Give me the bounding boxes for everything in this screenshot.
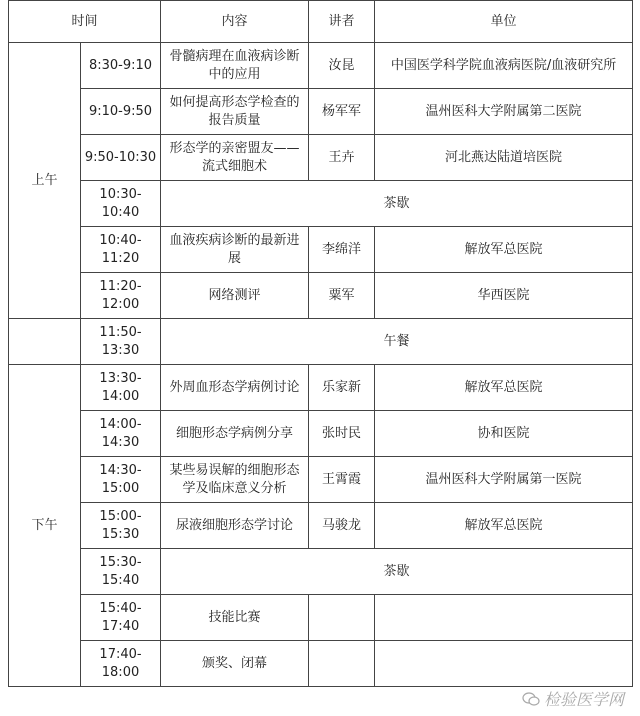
speaker-cell: 粟军 <box>309 273 375 319</box>
topic-cell: 外周血形态学病例讨论 <box>161 365 309 411</box>
watermark <box>522 687 624 710</box>
topic-cell: 形态学的亲密盟友——流式细胞术 <box>161 135 309 181</box>
speaker-cell: 李绵洋 <box>309 227 375 273</box>
header-unit: 单位 <box>375 1 633 43</box>
header-row <box>9 1 633 43</box>
topic-cell: 颁奖、闭幕 <box>161 641 309 687</box>
unit-cell: 解放军总医院 <box>375 503 633 549</box>
table-row <box>9 227 633 273</box>
lunch-cell: 午餐 <box>161 319 633 365</box>
topic-cell: 尿液细胞形态学讨论 <box>161 503 309 549</box>
time-cell: 11:50-13:30 <box>81 319 161 365</box>
table-row <box>9 43 633 89</box>
time-cell: 17:40-18:00 <box>81 641 161 687</box>
table-row <box>9 365 633 411</box>
speaker-cell: 汝昆 <box>309 43 375 89</box>
unit-cell: 华西医院 <box>375 273 633 319</box>
period-morning: 上午 <box>9 43 81 319</box>
table-row <box>9 595 633 641</box>
table-row <box>9 549 633 595</box>
speaker-cell <box>309 595 375 641</box>
time-cell: 9:50-10:30 <box>81 135 161 181</box>
break-cell: 茶歇 <box>161 549 633 595</box>
table-row <box>9 273 633 319</box>
topic-cell: 某些易误解的细胞形态学及临床意义分析 <box>161 457 309 503</box>
table-row <box>9 319 633 365</box>
wechat-icon <box>522 692 540 706</box>
table-row <box>9 503 633 549</box>
topic-cell: 技能比赛 <box>161 595 309 641</box>
unit-cell: 解放军总医院 <box>375 365 633 411</box>
topic-cell: 细胞形态学病例分享 <box>161 411 309 457</box>
speaker-cell: 马骏龙 <box>309 503 375 549</box>
unit-cell: 温州医科大学附属第二医院 <box>375 89 633 135</box>
period-empty <box>9 319 81 365</box>
unit-cell: 协和医院 <box>375 411 633 457</box>
time-cell: 15:00-15:30 <box>81 503 161 549</box>
unit-cell <box>375 595 633 641</box>
time-cell: 10:40-11:20 <box>81 227 161 273</box>
time-cell: 13:30-14:00 <box>81 365 161 411</box>
unit-cell: 温州医科大学附属第一医院 <box>375 457 633 503</box>
time-cell: 15:40-17:40 <box>81 595 161 641</box>
topic-cell: 如何提高形态学检查的报告质量 <box>161 89 309 135</box>
table-row <box>9 89 633 135</box>
speaker-cell: 张时民 <box>309 411 375 457</box>
table-row <box>9 641 633 687</box>
header-speaker: 讲者 <box>309 1 375 43</box>
time-cell: 14:30-15:00 <box>81 457 161 503</box>
table-row <box>9 135 633 181</box>
time-cell: 10:30-10:40 <box>81 181 161 227</box>
table-row <box>9 181 633 227</box>
topic-cell: 血液疾病诊断的最新进展 <box>161 227 309 273</box>
speaker-cell <box>309 641 375 687</box>
unit-cell: 中国医学科学院血液病医院/血液研究所 <box>375 43 633 89</box>
time-cell: 9:10-9:50 <box>81 89 161 135</box>
watermark-text: 检验医学网 <box>543 690 624 709</box>
speaker-cell: 王霄霞 <box>309 457 375 503</box>
time-cell: 14:00-14:30 <box>81 411 161 457</box>
unit-cell <box>375 641 633 687</box>
time-cell: 11:20-12:00 <box>81 273 161 319</box>
speaker-cell: 杨军军 <box>309 89 375 135</box>
schedule-table <box>8 0 633 687</box>
time-cell: 8:30-9:10 <box>81 43 161 89</box>
header-time: 时间 <box>9 1 161 43</box>
unit-cell: 河北燕达陆道培医院 <box>375 135 633 181</box>
speaker-cell: 乐家新 <box>309 365 375 411</box>
topic-cell: 网络测评 <box>161 273 309 319</box>
period-afternoon: 下午 <box>9 365 81 687</box>
time-cell: 15:30-15:40 <box>81 549 161 595</box>
table-row <box>9 411 633 457</box>
speaker-cell: 王卉 <box>309 135 375 181</box>
table-row <box>9 457 633 503</box>
unit-cell: 解放军总医院 <box>375 227 633 273</box>
topic-cell: 骨髓病理在血液病诊断中的应用 <box>161 43 309 89</box>
break-cell: 茶歇 <box>161 181 633 227</box>
header-content: 内容 <box>161 1 309 43</box>
